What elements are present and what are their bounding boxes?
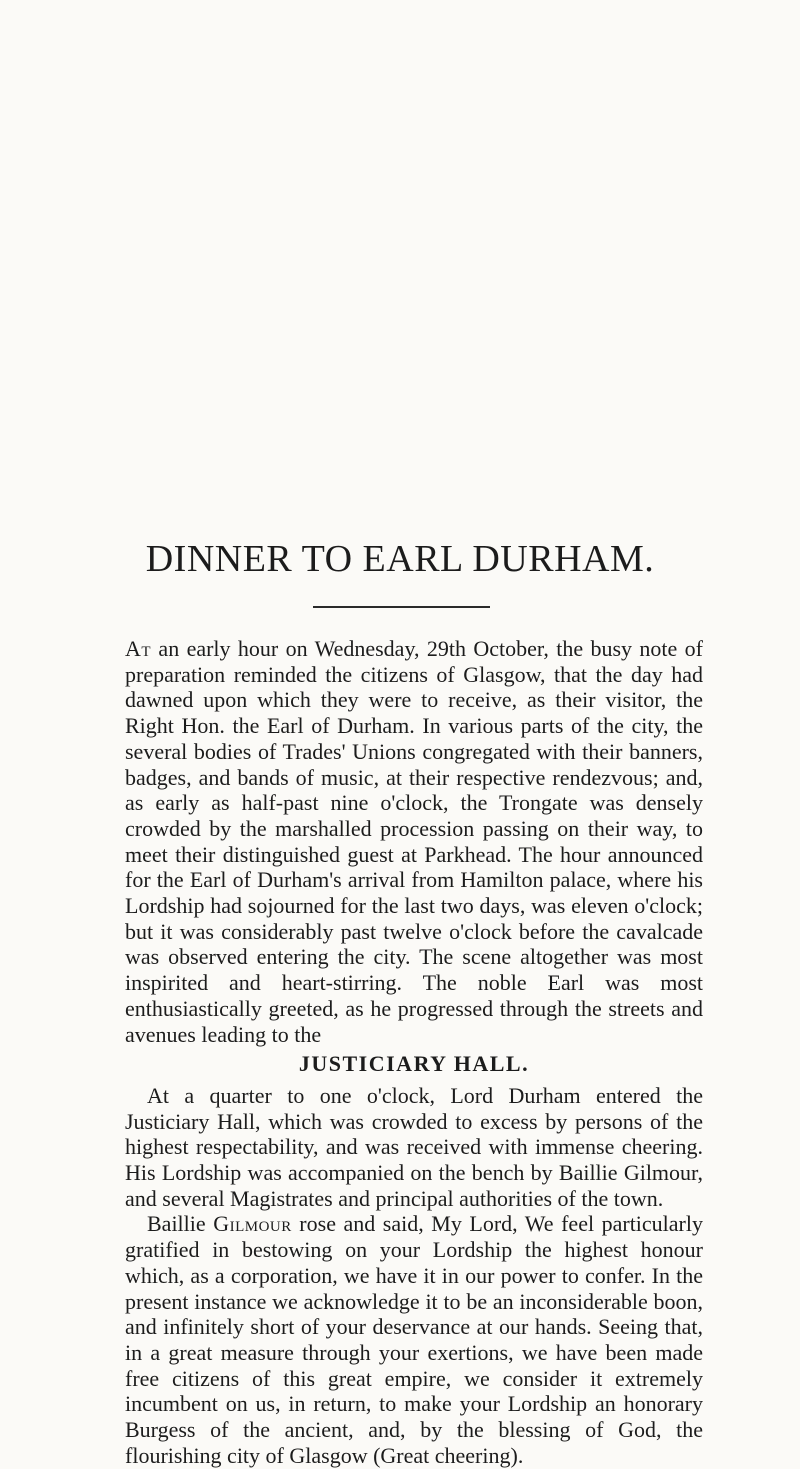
paragraph-1-lead: At: [125, 636, 152, 661]
paragraph-1: [125, 636, 703, 1047]
paragraph-3: [125, 1211, 703, 1468]
paragraph-3-text: rose and said, My Lord, We feel particularly gratified in bestowing on your Lordship the highest honour which, as a corporation, we have it in our power to confer. In the present instance we acknowledge it to be an inconsiderable boon, and infinitely short of your deservance at our hands. Seeing that, in a great measure through your exertions, we have been made free citizens of this great empire, we consider it extremely incumbent on us, in return, to make your Lordship an honorary Burgess of the ancient, and, by the blessing of God, the flourishing city of Glasgow (Great cheering).: [125, 1211, 704, 1468]
speaker-name: Gilmour: [213, 1211, 292, 1237]
paragraph-1-text: an early hour on Wednesday, 29th October, the busy note of preparation reminded the citizens of Glasgow, that the day had dawned upon which they were to receive, as their visitor, the Right Hon. the Earl of Durham. In various parts of the city, the several bodies of Trades' Unions congregated with their banners, badges, and bands of music, at their respective rendezvous; and, as early as half-past nine o'clock, the Trongate was densely crowded by the marshalled procession passing on their way, to meet their distinguished guest at Parkhead. The hour announced for the Earl of Durham's arrival from Hamilton palace, where his Lordship had sojourned for the last two days, was eleven o'clock; but it was considerably past twelve o'clock before the cavalcade was observed entering the city. The scene altogether was most inspirited and heart-stirring. The noble Earl was most enthusiastically greeted, as he progressed through the streets and avenues leading to the: [125, 636, 703, 1047]
article-body: [125, 636, 703, 1469]
page-title: DINNER TO EARL DURHAM.: [145, 538, 655, 580]
subheading-justiciary-hall: JUSTICIARY HALL.: [298, 1051, 530, 1077]
paragraph-3-lead: Baillie: [147, 1211, 214, 1237]
title-rule: [313, 606, 490, 608]
paragraph-2: At a quarter to one o'clock, Lord Durham entered the Justiciary Hall, which was crowded to excess by persons of the highest respectability, and was received with immense cheering. His Lordship was accompanied on the bench by Baillie Gilmour, and several Magistrates and principal authorities of the town.: [125, 1082, 703, 1211]
